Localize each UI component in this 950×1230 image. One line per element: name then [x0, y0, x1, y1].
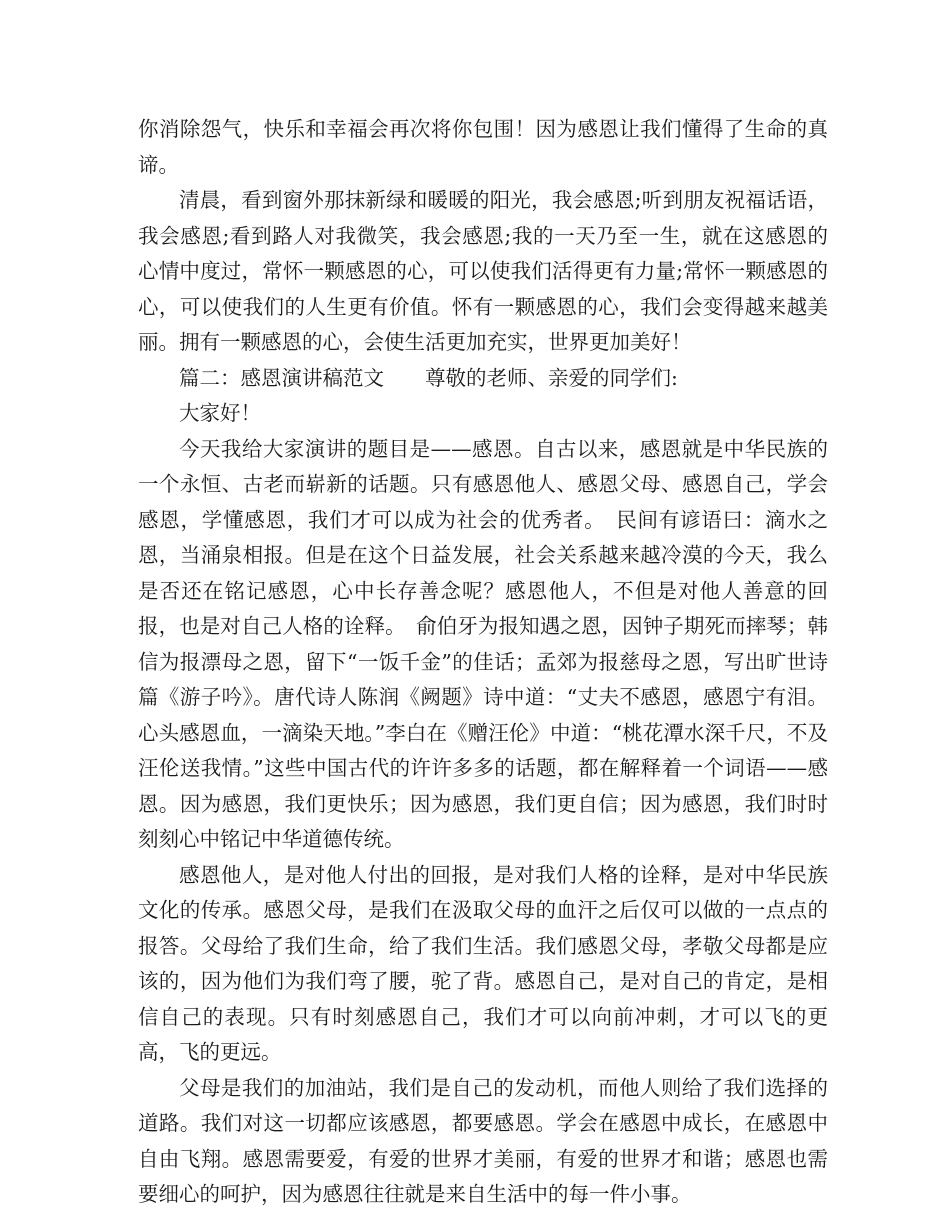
- paragraph-6: 感恩他人，是对他人付出的回报，是对我们人格的诠释，是对中华民族文化的传承。感恩父母，是我们在汲取父母的血汗之后仅可以做的一点点的报答。父母给了我们生命，给了我们生活。我们感恩父母，孝敬父母都是应该的，因为他们为我们弯了腰，驼了背。感恩自己，是对自己的肯定，是相信自己的表现。只有时刻感恩自己，我们才可以向前冲刺，才可以飞的更高，飞的更远。: [138, 862, 828, 1064]
- paragraph-5: 今天我给大家演讲的题目是——感恩。自古以来，感恩就是中华民族的一个永恒、古老而崭新的话题。只有感恩他人、感恩父母、感恩自己，学会感恩，学懂感恩，我们才可以成为社会的优秀者。 民间有谚语曰：滴水之恩，当涌泉相报。但是在这个日益发展，社会关系越来越冷漠的今天，我么是否还在铭记感恩，心中长存善念呢？感恩他人，不但是对他人善意的回报，也是对自己人格的诠释。 俞伯牙为报知遇之恩，因钟子期死而摔琴；韩信为报漂母之恩，留下“一饭千金”的佳话；孟郊为报慈母之恩，写出旷世诗篇《游子吟》。唐代诗人陈润《阙题》诗中道：“丈夫不感恩，感恩宁有泪。心头感恩血，一滴染天地。”李白在《赠汪伦》中道：“桃花潭水深千尺，不及汪伦送我情。”这些中国古代的许许多多的话题，都在解释着一个词语——感恩。因为感恩，我们更快乐；因为感恩，我们更自信；因为感恩，我们时时刻刻心中铭记中华道德传统。: [138, 436, 828, 851]
- paragraph-3-heading: 篇二：感恩演讲稿范文 尊敬的老师、亲爱的同学们:: [179, 365, 678, 390]
- paragraph-1: 你消除怨气，快乐和幸福会再次将你包围！因为感恩让我们懂得了生命的真谛。: [138, 117, 828, 177]
- paragraph-2: 清晨，看到窗外那抹新绿和暖暖的阳光，我会感恩;听到朋友祝福话语，我会感恩;看到路人对我微笑，我会感恩;我的一天乃至一生，就在这感恩的心情中度过，常怀一颗感恩的心，可以使我们活得更有力量;常怀一颗感恩的心，可以使我们的人生更有价值。怀有一颗感恩的心，我们会变得越来越美丽。拥有一颗感恩的心，会使生活更加充实，世界更加美好！: [138, 188, 828, 354]
- paragraph-4-greeting: 大家好！: [179, 401, 261, 425]
- paragraph-7: 父母是我们的加油站，我们是自己的发动机，而他人则给了我们选择的道路。我们对这一切都应该感恩，都要感恩。学会在感恩中成长，在感恩中自由飞翔。感恩需要爱，有爱的世界才美丽，有爱的世界才和谐；感恩也需要细心的呵护，因为感恩往往就是来自生活中的每一件小事。: [138, 1075, 828, 1206]
- document-body: [138, 112, 828, 1213]
